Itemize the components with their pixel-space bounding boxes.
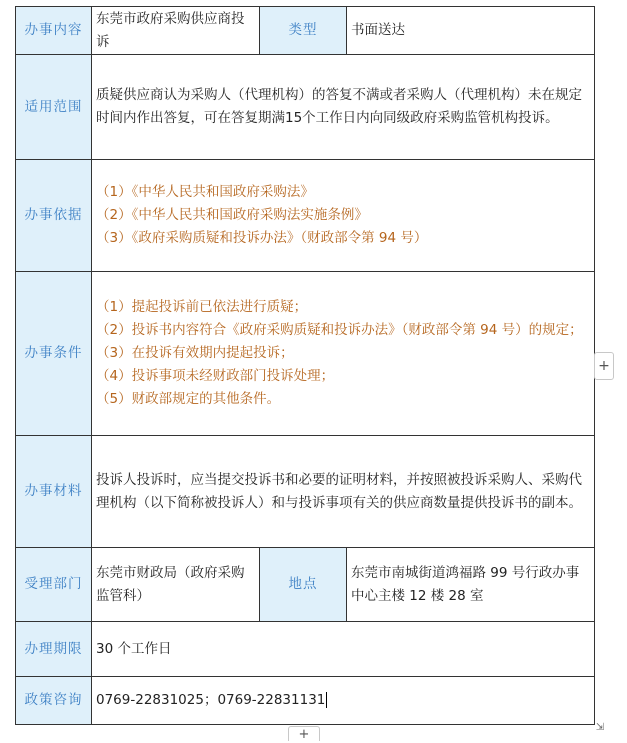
plus-icon: +	[298, 727, 310, 742]
department-label: 受理部门	[16, 548, 92, 622]
row-materials	[16, 436, 595, 548]
row-conditions	[16, 272, 595, 436]
table-resize-handle[interactable]	[594, 722, 606, 734]
consult-label: 政策咨询	[16, 677, 92, 725]
resize-corner-icon: ⇲	[595, 722, 605, 733]
location-label: 地点	[260, 548, 347, 622]
row-scope	[16, 55, 595, 160]
row-item	[16, 7, 595, 55]
add-column-handle[interactable]	[594, 352, 614, 380]
row-consult	[16, 677, 595, 725]
basis-list[interactable]	[92, 160, 595, 272]
type-label: 类型	[260, 7, 347, 55]
scope-text[interactable]: 质疑供应商认为采购人（代理机构）的答复不满或者采购人（代理机构）未在规定时间内作出答复，可在答复期满15个工作日内向同级政府采购监管机构投诉。	[92, 55, 595, 160]
condition-item: （2）投诉书内容符合《政府采购质疑和投诉办法》（财政部令第 94 号）的规定；	[96, 322, 583, 338]
info-table	[15, 6, 595, 725]
plus-icon: +	[598, 358, 610, 374]
add-row-handle[interactable]	[288, 726, 320, 741]
condition-item: （3）在投诉有效期内提起投诉；	[96, 345, 294, 361]
row-period	[16, 622, 595, 677]
period-value[interactable]: 30 个工作日	[92, 622, 595, 677]
department-value[interactable]: 东莞市财政局（政府采购监管科）	[92, 548, 260, 622]
condition-item: （5）财政部规定的其他条件。	[96, 391, 281, 407]
type-value[interactable]: 书面送达	[347, 7, 595, 55]
condition-item: （1）提起投诉前已依法进行质疑；	[96, 299, 308, 315]
basis-item: （2）《中华人民共和国政府采购法实施条例》	[96, 207, 368, 223]
materials-text[interactable]: 投诉人投诉时，应当提交投诉书和必要的证明材料，并按照被投诉采购人、采购代理机构（以下简称被投诉人）和与投诉事项有关的供应商数量提供投诉书的副本。	[92, 436, 595, 548]
basis-label: 办事依据	[16, 160, 92, 272]
row-department	[16, 548, 595, 622]
consult-cell[interactable]	[92, 677, 595, 725]
condition-item: （4）投诉事项未经财政部门投诉处理；	[96, 368, 335, 384]
basis-item: （1）《中华人民共和国政府采购法》	[96, 184, 314, 200]
period-label: 办理期限	[16, 622, 92, 677]
conditions-label: 办事条件	[16, 272, 92, 436]
item-label: 办事内容	[16, 7, 92, 55]
scope-label: 适用范围	[16, 55, 92, 160]
item-value[interactable]: 东莞市政府采购供应商投诉	[92, 7, 260, 55]
location-value[interactable]: 东莞市南城街道鸿福路 99 号行政办事中心主楼 12 楼 28 室	[347, 548, 595, 622]
text-caret	[326, 692, 327, 708]
row-basis	[16, 160, 595, 272]
basis-item: （3）《政府采购质疑和投诉办法》（财政部令第 94 号）	[96, 230, 428, 246]
consult-value[interactable]: 0769-22831025；0769-22831131	[96, 692, 326, 708]
materials-label: 办事材料	[16, 436, 92, 548]
conditions-list[interactable]	[92, 272, 595, 436]
